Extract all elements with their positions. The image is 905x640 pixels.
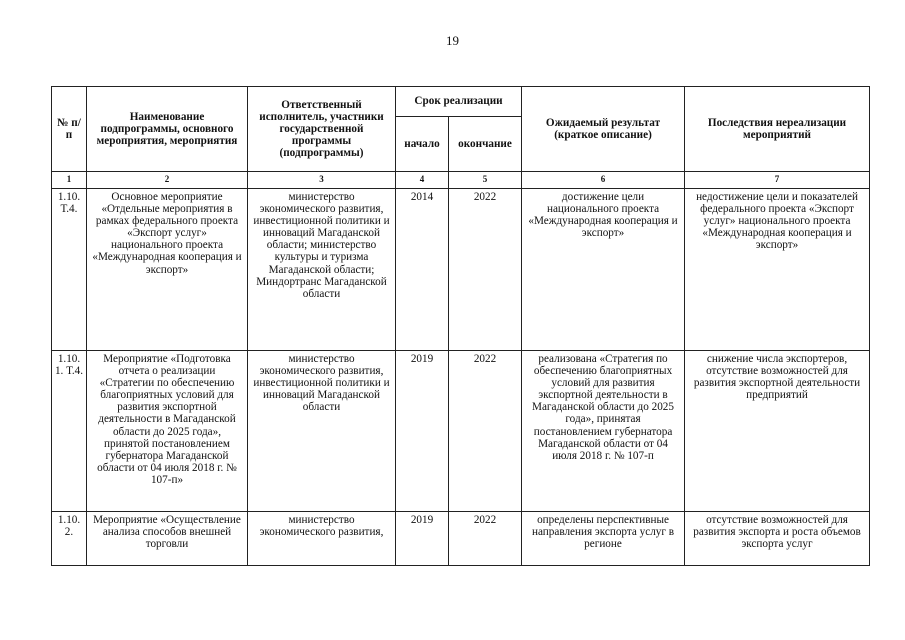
row-consequences: отсутствие возможностей для развития экспорта и роста объемов экспорта услуг	[685, 512, 870, 566]
table-row	[52, 512, 870, 566]
program-table	[51, 86, 870, 566]
row-name: Мероприятие «Подготовка отчета о реализации «Стратегии по обеспечению благоприятных условий для развития экспортной деятельности в Магаданской области до 2025 года», принятой постановлением губернатора Магаданской области от 04 июля 2018 г. № 107-п»	[87, 351, 248, 512]
row-start-year: 2019	[396, 512, 449, 566]
column-number: 6	[522, 172, 685, 189]
row-result: определены перспективные направления экспорта услуг в регионе	[522, 512, 685, 566]
row-end-year: 2022	[449, 189, 522, 351]
table-row	[52, 351, 870, 512]
header-result: Ожидаемый результат (краткое описание)	[522, 87, 685, 172]
column-number-row	[52, 172, 870, 189]
header-consequences: Последствия нереализации мероприятий	[685, 87, 870, 172]
row-consequences: недостижение цели и показателей федерального проекта «Экспорт услуг» национального проекта «Международная кооперация и экспорт»	[685, 189, 870, 351]
header-name: Наименование подпрограммы, основного мероприятия, мероприятия	[87, 87, 248, 172]
row-end-year: 2022	[449, 512, 522, 566]
header-executor: Ответственный исполнитель, участники государственной программы (подпрограммы)	[248, 87, 396, 172]
row-result: достижение цели национального проекта «Международная кооперация и экспорт»	[522, 189, 685, 351]
row-consequences: снижение числа экспортеров, отсутствие возможностей для развития экспортной деятельности предприятий	[685, 351, 870, 512]
row-number: 1.10. 1. Т.4.	[52, 351, 87, 512]
row-executor: министерство экономического развития, инвестиционной политики и инноваций Магаданской области	[248, 351, 396, 512]
page-number: 19	[446, 33, 459, 48]
row-name: Мероприятие «Осуществление анализа способов внешней торговли	[87, 512, 248, 566]
row-result: реализована «Стратегия по обеспечению благоприятных условий для развития экспортной деятельности в Магаданской области до 2025 года», принятая постановлением губернатора Магаданской области от 04 июля 2018 г. № 107-п	[522, 351, 685, 512]
row-start-year: 2014	[396, 189, 449, 351]
row-executor: министерство экономического развития,	[248, 512, 396, 566]
row-name: Основное мероприятие «Отдельные мероприятия в рамках федерального проекта «Экспорт услуг» национального проекта «Международная кооперация и экспорт»	[87, 189, 248, 351]
header-period: Срок реализации	[396, 87, 522, 117]
header-end: окончание	[449, 117, 522, 172]
column-number: 3	[248, 172, 396, 189]
table-row	[52, 189, 870, 351]
column-number: 7	[685, 172, 870, 189]
row-executor: министерство экономического развития, инвестиционной политики и инноваций Магаданской области; министерство культуры и туризма Магаданской области; Миндортранс Магаданской области	[248, 189, 396, 351]
header-num: № п/п	[52, 87, 87, 172]
column-number: 5	[449, 172, 522, 189]
header-start: начало	[396, 117, 449, 172]
column-number: 1	[52, 172, 87, 189]
row-end-year: 2022	[449, 351, 522, 512]
column-number: 2	[87, 172, 248, 189]
row-start-year: 2019	[396, 351, 449, 512]
row-number: 1.10. Т.4.	[52, 189, 87, 351]
row-number: 1.10. 2.	[52, 512, 87, 566]
column-number: 4	[396, 172, 449, 189]
